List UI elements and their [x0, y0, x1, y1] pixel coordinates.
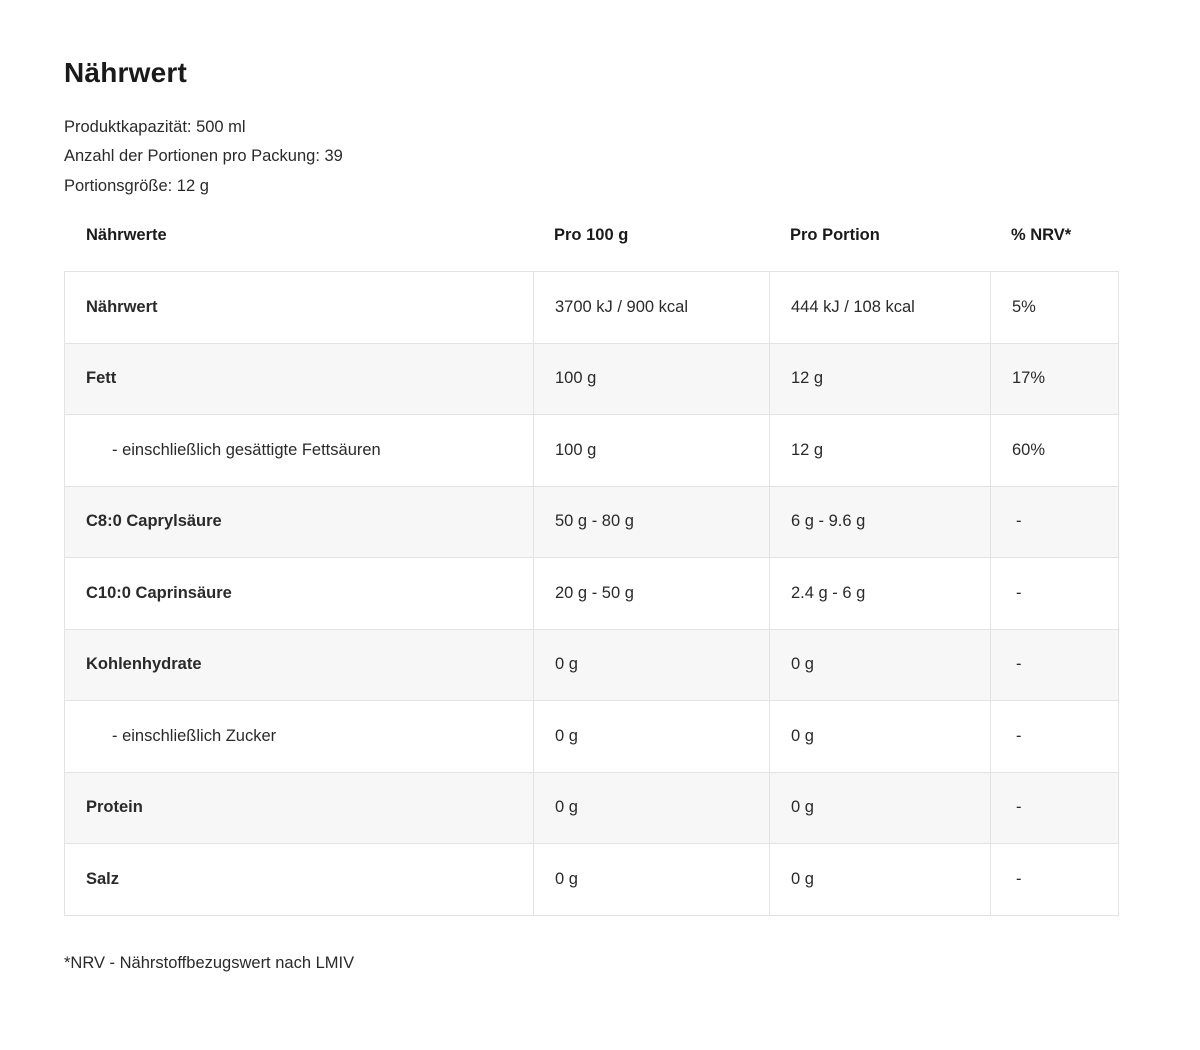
row-per-portion: 12 g: [770, 415, 991, 487]
table-row: [65, 558, 1119, 630]
header-per-100g: Pro 100 g: [554, 226, 629, 244]
header-per-portion: Pro Portion: [790, 226, 880, 244]
nutrition-table-header: [64, 222, 1118, 248]
row-per-100g: 20 g - 50 g: [534, 558, 770, 630]
row-nrv: 17%: [991, 343, 1119, 415]
table-row: [65, 701, 1119, 773]
row-per-portion: 6 g - 9.6 g: [770, 486, 991, 558]
row-nrv: -: [991, 558, 1119, 630]
row-name: Salz: [65, 844, 534, 916]
row-per-portion: 0 g: [770, 701, 991, 773]
row-name: C8:0 Caprylsäure: [65, 486, 534, 558]
row-per-portion: 0 g: [770, 772, 991, 844]
row-nrv: -: [991, 772, 1119, 844]
row-name: - einschließlich Zucker: [65, 701, 534, 773]
row-per-100g: 0 g: [534, 629, 770, 701]
nutrition-table: [64, 271, 1119, 916]
row-per-100g: 100 g: [534, 415, 770, 487]
row-name: Kohlenhydrate: [65, 629, 534, 701]
row-name: C10:0 Caprinsäure: [65, 558, 534, 630]
servings-per-pack: Anzahl der Portionen pro Packung: 39: [64, 147, 343, 165]
row-per-portion: 444 kJ / 108 kcal: [770, 272, 991, 344]
table-row: [65, 272, 1119, 344]
row-nrv: -: [991, 844, 1119, 916]
table-row: [65, 415, 1119, 487]
row-per-portion: 0 g: [770, 844, 991, 916]
row-per-100g: 100 g: [534, 343, 770, 415]
row-name: Fett: [65, 343, 534, 415]
row-name: - einschließlich gesättigte Fettsäuren: [65, 415, 534, 487]
table-row: [65, 486, 1119, 558]
row-nrv: -: [991, 486, 1119, 558]
serving-size: Portionsgröße: 12 g: [64, 177, 209, 195]
row-per-100g: 0 g: [534, 772, 770, 844]
table-row: [65, 772, 1119, 844]
row-per-100g: 50 g - 80 g: [534, 486, 770, 558]
table-row: [65, 629, 1119, 701]
row-nrv: -: [991, 629, 1119, 701]
row-per-100g: 0 g: [534, 701, 770, 773]
row-per-100g: 3700 kJ / 900 kcal: [534, 272, 770, 344]
row-name: Protein: [65, 772, 534, 844]
row-per-portion: 12 g: [770, 343, 991, 415]
row-per-portion: 2.4 g - 6 g: [770, 558, 991, 630]
table-row: [65, 844, 1119, 916]
row-nrv: -: [991, 701, 1119, 773]
product-capacity: Produktkapazität: 500 ml: [64, 118, 246, 136]
footnote: *NRV - Nährstoffbezugswert nach LMIV: [64, 954, 355, 972]
page-title: Nährwert: [64, 57, 187, 88]
table-row: [65, 343, 1119, 415]
row-nrv: 5%: [991, 272, 1119, 344]
header-nrv: % NRV*: [1011, 226, 1072, 244]
row-nrv: 60%: [991, 415, 1119, 487]
row-per-portion: 0 g: [770, 629, 991, 701]
row-per-100g: 0 g: [534, 844, 770, 916]
row-name: Nährwert: [65, 272, 534, 344]
header-nutrients: Nährwerte: [86, 226, 167, 244]
